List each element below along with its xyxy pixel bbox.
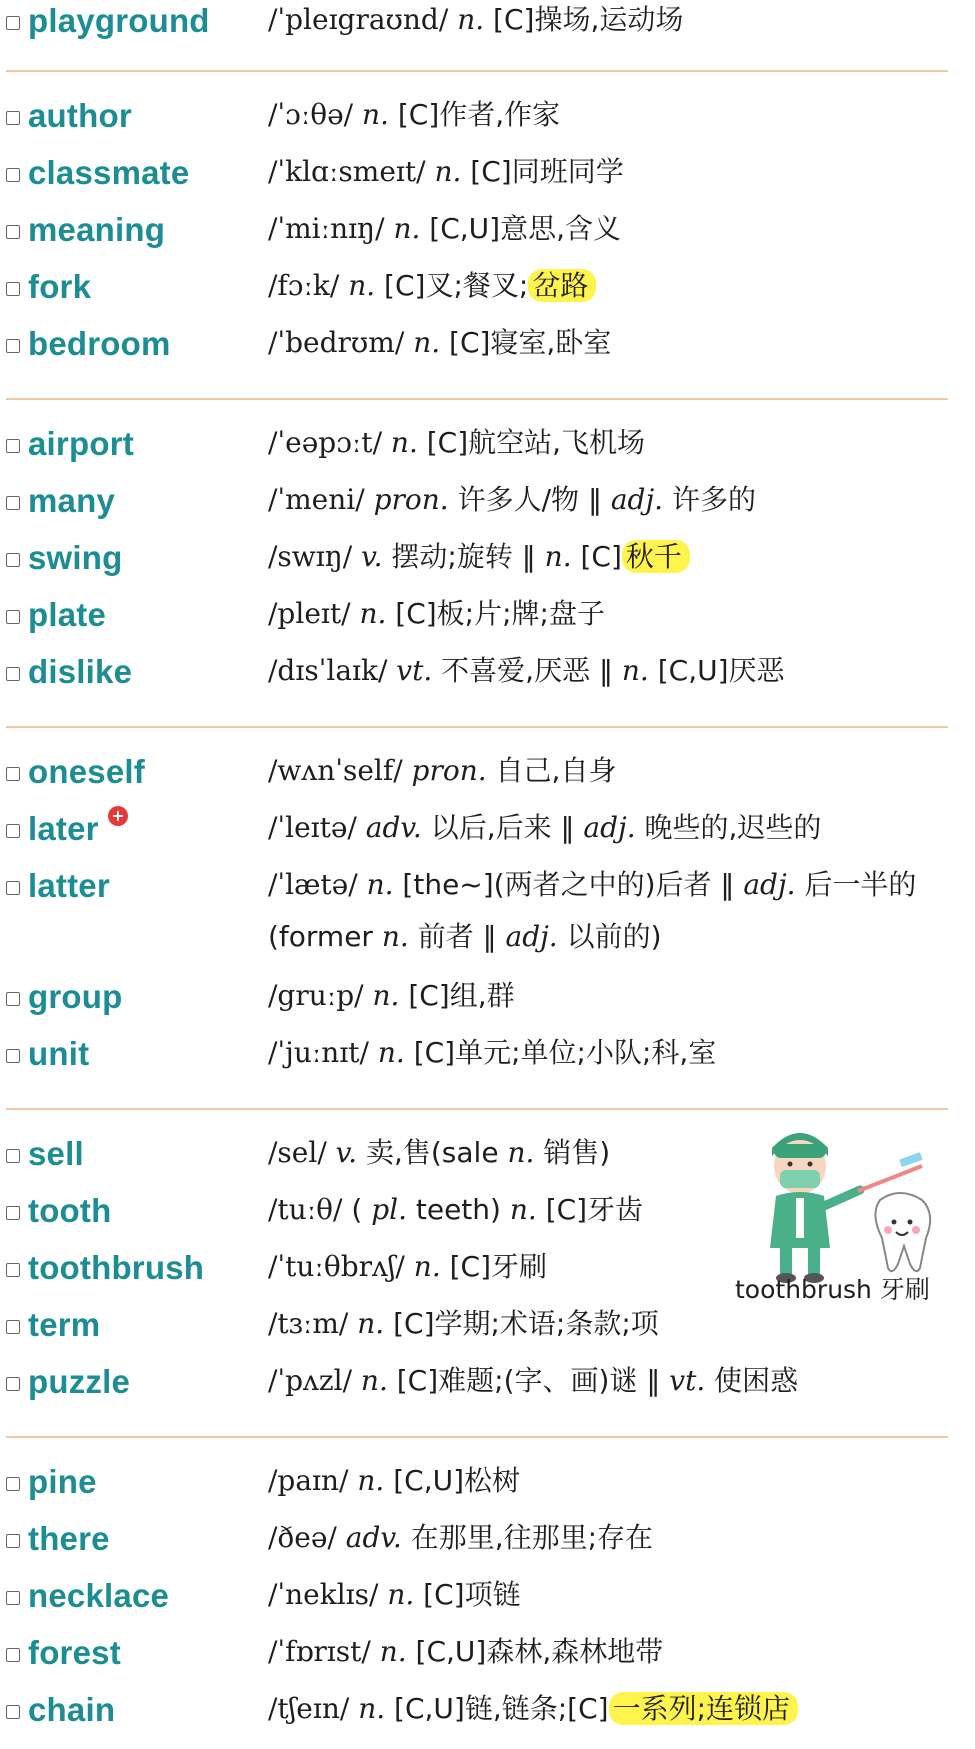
part-of-speech: v.: [335, 1136, 358, 1169]
checkbox[interactable]: [6, 824, 20, 838]
part-of-speech: v.: [361, 540, 383, 573]
meaning-text: [C]难题;(字、画)谜 ‖: [387, 1364, 670, 1397]
headword: pine: [28, 1463, 97, 1500]
highlighted-meaning: 一系列;连锁店: [609, 1692, 798, 1725]
meaning-text: [C]项链: [414, 1578, 521, 1611]
headword: puzzle: [28, 1363, 131, 1400]
phonetic: /ˈklɑːsmeɪt/: [268, 155, 426, 188]
checkbox[interactable]: [6, 111, 20, 125]
part-of-speech: n.: [387, 1578, 415, 1611]
definition: [268, 203, 958, 255]
headword: sell: [28, 1135, 84, 1172]
headword: many: [28, 482, 116, 519]
definition: [268, 1569, 958, 1621]
phonetic: /ˈjuːnɪt/: [268, 1036, 369, 1069]
phonetic: /gruːp/: [268, 979, 364, 1012]
dentist-illustration-icon: [750, 1118, 950, 1288]
part-of-speech: n.: [362, 98, 389, 131]
part-of-speech: n.: [509, 1193, 537, 1226]
checkbox[interactable]: [6, 992, 20, 1006]
part-of-speech: adj.: [505, 920, 558, 953]
phonetic: /wʌnˈself/: [268, 754, 403, 787]
meaning-text: 后一半的(former: [268, 868, 917, 953]
part-of-speech: n.: [366, 868, 394, 901]
checkbox[interactable]: [6, 1534, 20, 1548]
meaning-text: 不喜爱,厌恶 ‖: [432, 654, 622, 687]
part-of-speech: n.: [393, 212, 421, 245]
checkbox[interactable]: [6, 168, 20, 182]
meaning-text: 许多人/物 ‖: [448, 483, 611, 516]
phonetic: /tuːθ/: [268, 1193, 343, 1226]
part-of-speech: n.: [544, 540, 572, 573]
phonetic: /pleɪt/: [268, 597, 351, 630]
phonetic: /swɪŋ/: [268, 540, 353, 573]
part-of-speech: n.: [372, 979, 400, 1012]
part-of-speech: n.: [377, 1036, 405, 1069]
part-of-speech: n.: [379, 1635, 407, 1668]
headword: plate: [28, 596, 107, 633]
checkbox[interactable]: [6, 1320, 20, 1334]
meaning-text: 晚些的,迟些的: [635, 811, 822, 844]
checkbox[interactable]: [6, 1705, 20, 1719]
group-separator: [6, 70, 948, 72]
phonetic: /ˈtuːθbrʌʃ/: [268, 1250, 405, 1283]
meaning-text: 以后,后来 ‖: [421, 811, 584, 844]
meaning-text: 前者 ‖: [408, 920, 506, 953]
definition: [268, 1455, 958, 1507]
checkbox[interactable]: [6, 1477, 20, 1491]
headword: dislike: [28, 653, 133, 690]
phonetic: /ˈlætə/: [268, 868, 358, 901]
part-of-speech: n.: [348, 269, 376, 302]
part-of-speech: vt.: [396, 654, 433, 687]
meaning-text: [C,U]松树: [384, 1464, 521, 1497]
part-of-speech: n.: [359, 597, 387, 630]
headword: airport: [28, 425, 134, 462]
phonetic: /ˈbedrʊm/: [268, 326, 405, 359]
headword: group: [28, 978, 123, 1015]
definition: [268, 1355, 958, 1407]
headword: there: [28, 1520, 110, 1557]
checkbox[interactable]: [6, 1149, 20, 1163]
checkbox[interactable]: [6, 225, 20, 239]
part-of-speech: adv.: [365, 811, 422, 844]
phonetic: /ˈmeni/: [268, 483, 365, 516]
group-separator: [6, 398, 948, 400]
phonetic: /tʃeɪn/: [268, 1692, 350, 1725]
checkbox[interactable]: [6, 1591, 20, 1605]
meaning-text: 卖,售(sale: [357, 1136, 508, 1169]
headword: bedroom: [28, 325, 171, 362]
definition: [268, 1512, 958, 1564]
checkbox[interactable]: [6, 667, 20, 681]
definition: [268, 317, 958, 369]
definition: [268, 1027, 958, 1079]
meaning-text: [C]板;片;牌;盘子: [386, 597, 605, 630]
phonetic: /ˈneklɪs/: [268, 1578, 379, 1611]
checkbox[interactable]: [6, 553, 20, 567]
part-of-speech: adv.: [345, 1521, 402, 1554]
meaning-text: [C]叉;餐叉;: [375, 269, 529, 302]
phonetic: /ˈmiːnɪŋ/: [268, 212, 385, 245]
part-of-speech: n.: [390, 426, 418, 459]
phonetic: /ˈfɒrɪst/: [268, 1635, 371, 1668]
headword: toothbrush: [28, 1249, 205, 1286]
definition: [268, 531, 958, 583]
meaning-text: 销售): [534, 1136, 611, 1169]
headword: fork: [28, 268, 92, 305]
headword: tooth: [28, 1192, 112, 1229]
meaning-text: [C]操场,运动场: [484, 3, 684, 36]
part-of-speech: n.: [621, 654, 649, 687]
phonetic: /dɪsˈlaɪk/: [268, 654, 388, 687]
checkbox[interactable]: [6, 339, 20, 353]
meaning-text: [C]学期;术语;条款;项: [384, 1307, 659, 1340]
part-of-speech: n.: [357, 1464, 385, 1497]
definition: [268, 802, 958, 854]
phonetic: /sel/: [268, 1136, 327, 1169]
part-of-speech: n.: [457, 3, 485, 36]
checkbox[interactable]: [6, 1206, 20, 1220]
meaning-text: [C]组,群: [399, 979, 515, 1012]
definition: [268, 970, 958, 1022]
meaning-text: [C,U]森林,森林地带: [406, 1635, 664, 1668]
part-of-speech: adj.: [583, 811, 636, 844]
meaning-text: teeth): [406, 1193, 510, 1226]
meaning-text: [C,U]厌恶: [648, 654, 785, 687]
meaning-text: [the~](两者之中的)后者 ‖: [393, 868, 744, 901]
headword: classmate: [28, 154, 190, 191]
part-of-speech: n.: [507, 1136, 535, 1169]
phonetic: /paɪn/: [268, 1464, 349, 1497]
group-separator: [6, 1436, 948, 1438]
headword: oneself: [28, 753, 145, 790]
definition: [268, 645, 958, 697]
part-of-speech: adj.: [610, 483, 664, 516]
part-of-speech: vt.: [669, 1364, 706, 1397]
headword: later: [28, 810, 99, 847]
illustration-caption: toothbrush 牙刷: [735, 1275, 930, 1304]
headword: chain: [28, 1691, 116, 1728]
definition: [268, 0, 958, 46]
meaning-text: [C]作者,作家: [388, 98, 561, 131]
checkbox[interactable]: [6, 1648, 20, 1662]
headword: author: [28, 97, 132, 134]
phonetic: /ðeə/: [268, 1521, 337, 1554]
part-of-speech: pl.: [371, 1193, 407, 1226]
group-separator: [6, 1108, 948, 1110]
headword: forest: [28, 1634, 121, 1671]
checkbox[interactable]: [6, 439, 20, 453]
part-of-speech: n.: [360, 1364, 388, 1397]
checkbox[interactable]: [6, 1377, 20, 1391]
part-of-speech: n.: [434, 155, 462, 188]
definition: [268, 859, 958, 963]
definition: [268, 1683, 958, 1735]
definition: [268, 588, 958, 640]
headword: necklace: [28, 1577, 170, 1614]
meaning-text: 许多的: [663, 483, 756, 516]
meaning-text: [C,U]链,链条;[C]: [385, 1692, 609, 1725]
part-of-speech: n.: [358, 1692, 386, 1725]
checkbox[interactable]: [6, 881, 20, 895]
highlighted-meaning: 岔路: [528, 269, 596, 302]
meaning-text: 使困惑: [705, 1364, 799, 1397]
phonetic: /fɔːk/: [268, 269, 340, 302]
meaning-text: 摆动;旋转 ‖: [382, 540, 545, 573]
part-of-speech: n.: [357, 1307, 385, 1340]
phonetic: /ˈeəpɔːt/: [268, 426, 382, 459]
meaning-text: [C]牙齿: [536, 1193, 644, 1226]
headword: unit: [28, 1035, 90, 1072]
group-separator: [6, 726, 948, 728]
checkbox[interactable]: [6, 1263, 20, 1277]
headword: latter: [28, 867, 110, 904]
phonetic: /ˈpʌzl/: [268, 1364, 353, 1397]
checkbox[interactable]: [6, 282, 20, 296]
meaning-text: [C]同班同学: [461, 155, 624, 188]
phonetic: /ˈleɪtə/: [268, 811, 357, 844]
new-word-badge-icon: +: [108, 806, 128, 826]
definition: [268, 260, 958, 312]
checkbox[interactable]: [6, 767, 20, 781]
meaning-text: 以前的): [557, 920, 662, 953]
meaning-text: [C]寝室,卧室: [440, 326, 612, 359]
checkbox[interactable]: [6, 610, 20, 624]
meaning-text: [C]单元;单位;小队;科,室: [404, 1036, 717, 1069]
meaning-text: 在那里,往那里;存在: [401, 1521, 654, 1554]
headword: meaning: [28, 211, 166, 248]
definition: [268, 89, 958, 141]
meaning-text: (: [342, 1193, 363, 1226]
headword: playground: [28, 2, 210, 39]
part-of-speech: n.: [413, 326, 441, 359]
part-of-speech: n.: [413, 1250, 441, 1283]
phonetic: /tɜːm/: [268, 1307, 349, 1340]
checkbox[interactable]: [6, 496, 20, 510]
phonetic: /ˈɔːθə/: [268, 98, 354, 131]
headword: term: [28, 1306, 101, 1343]
definition: [268, 417, 958, 469]
part-of-speech: pron.: [411, 754, 487, 787]
checkbox[interactable]: [6, 1049, 20, 1063]
definition: [268, 146, 958, 198]
meaning-text: [C]牙刷: [440, 1250, 548, 1283]
highlighted-meaning: 秋千: [622, 540, 690, 573]
headword: swing: [28, 539, 123, 576]
part-of-speech: n.: [381, 920, 409, 953]
definition: [268, 1626, 958, 1678]
meaning-text: [C]航空站,飞机场: [417, 426, 646, 459]
part-of-speech: pron.: [373, 483, 449, 516]
meaning-text: [C]: [571, 540, 622, 573]
definition: [268, 474, 958, 526]
checkbox[interactable]: [6, 16, 20, 30]
part-of-speech: adj.: [743, 868, 796, 901]
meaning-text: 自己,自身: [486, 754, 617, 787]
meaning-text: [C,U]意思,含义: [420, 212, 621, 245]
phonetic: /ˈpleɪgraʊnd/: [268, 3, 449, 36]
definition: [268, 745, 958, 797]
